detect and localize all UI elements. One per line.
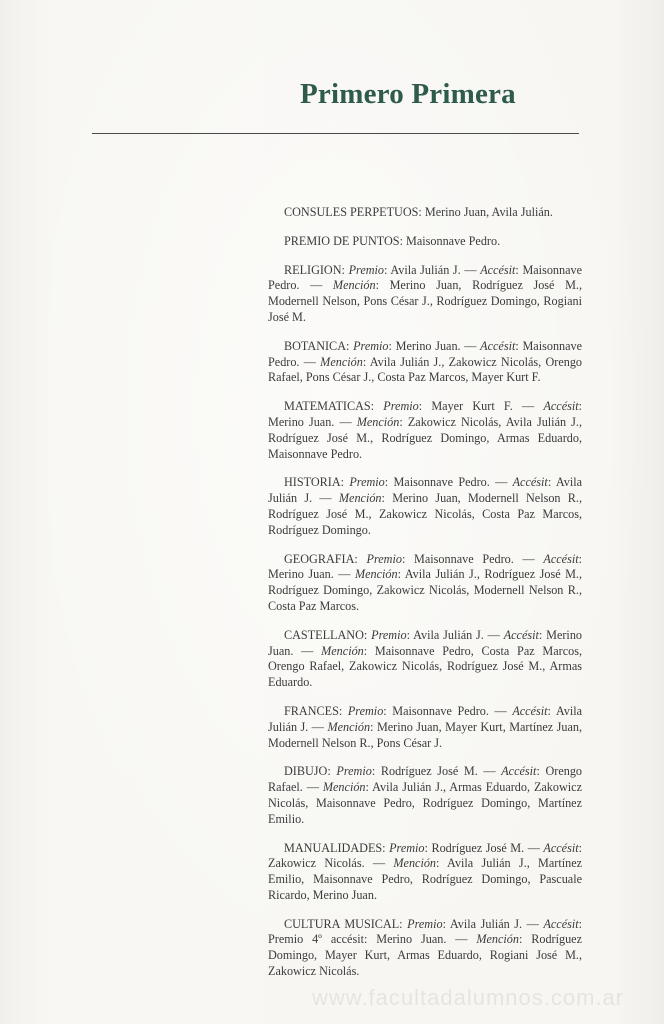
mencion-label: Mención [356, 414, 400, 429]
accesit-value: Avila Julián J. [268, 703, 583, 734]
premio-label: Premio [371, 627, 407, 642]
entry-subject: CONSULES PERPETUOS: [284, 205, 422, 219]
title-rule [92, 133, 579, 134]
entry-subject: CULTURA MUSICAL: [284, 916, 403, 931]
awards-list [268, 205, 582, 993]
accesit-label: Accésit [512, 475, 548, 490]
premio-value: Avila Julián J. [449, 916, 523, 931]
accesit-label: Accésit [543, 916, 579, 931]
premio-label: Premio [407, 916, 443, 931]
entry-subject: FRANCES: [284, 703, 343, 718]
page-title: Primero Primera [300, 78, 516, 110]
award-entry-dibujo: DIBUJO: Premio: Rodríguez José M. — Accésit: Orengo Rafael. — Mención: Avila Julián J., Armas Eduardo, Zakowicz Nicolás, Maisonnave Pedro, Rodríguez Domingo, Martínez Emilio. [268, 764, 583, 826]
accesit-label: Accésit [543, 840, 579, 855]
premio-label: Premio [348, 262, 385, 277]
award-entry-frances: FRANCES: Premio: Maisonnave Pedro. — Accésit: Avila Julián J. — Mención: Merino Juan, Mayer Kurt, Martínez Juan, Modernell Nelson R., Pons César J. [268, 703, 583, 750]
award-entry-castellano: CASTELLANO: Premio: Avila Julián J. — Accésit: Merino Juan. — Mención: Maisonnave Pedro, Costa Paz Marcos, Orengo Rafael, Zakowicz Nicolás, Rodríguez José M., Armas Eduardo. [268, 627, 583, 690]
mencion-label: Mención [332, 278, 376, 293]
premio-label: Premio [347, 703, 384, 718]
mencion-label: Mención [322, 780, 366, 795]
premio-label: Premio [383, 399, 419, 414]
mencion-label: Mención [327, 719, 371, 734]
premio-label: Premio [389, 840, 425, 855]
entry-subject: BOTANICA: [284, 338, 350, 353]
premio-label: Premio [349, 475, 385, 490]
award-entry-manualidades: MANUALIDADES: Premio: Rodríguez José M. — Accésit: Zakowicz Nicolás. — Mención: Avila Julián J., Martínez Emilio, Maisonnave Pedro, Rodríguez Domingo, Pascuale Ricardo, Merino Juan. [268, 840, 583, 902]
accesit-value: Merino Juan. [268, 567, 334, 582]
award-entry-botanica: BOTANICA: Premio: Merino Juan. — Accésit: Maisonnave Pedro. — Mención: Avila Julián J., Zakowicz Nicolás, Orengo Rafael, Pons César J., Costa Paz Marcos, Mayer Kurt F. [268, 338, 583, 385]
mencion-label: Mención [354, 567, 398, 582]
premio-value: Mayer Kurt F. [431, 399, 513, 414]
award-entry-geografia: GEOGRAFIA: Premio: Maisonnave Pedro. — Accésit: Merino Juan. — Mención: Avila Julián J., Rodríguez José M., Rodríguez Domingo, Zakowicz Nicolás, Modernell Nelson R., Costa Paz Marcos. [268, 551, 583, 613]
mencion-value: Maisonnave Pedro, Costa Paz Marcos, Orengo Rafael, Zakowicz Nicolás, Rodríguez José M., Armas Eduardo. [268, 643, 582, 690]
mencion-label: Mención [393, 856, 437, 871]
entry-subject: MANUALIDADES: [284, 840, 386, 855]
entry-text: Merino Juan, Avila Julián. [424, 205, 553, 219]
accesit-value: Orengo Rafael. [268, 764, 583, 795]
mencion-value: Merino Juan, Mayer Kurt, Martínez Juan, Modernell Nelson R., Pons César J. [268, 719, 583, 750]
mencion-value: Avila Julián J., Martínez Emilio, Maisonnave Pedro, Rodríguez Domingo, Pascuale Ricardo, Merino Juan. [268, 856, 583, 902]
mencion-value: Avila Julián J., Rodríguez José M., Rodríguez Domingo, Zakowicz Nicolás, Modernell Nelson R., Costa Paz Marcos. [268, 567, 583, 613]
award-entry-premio-puntos [268, 234, 582, 250]
accesit-value: Merino Juan. [268, 627, 583, 658]
mencion-value: Merino Juan, Rodríguez José M., Modernell Nelson, Pons César J., Rodríguez Domingo, Rogiani José M. [268, 278, 583, 324]
premio-value: Maisonnave Pedro. [393, 475, 490, 490]
award-entry-historia: HISTORIA: Premio: Maisonnave Pedro. — Accésit: Avila Julián J. — Mención: Merino Juan, Modernell Nelson R., Rodríguez José M., Zakowicz Nicolás, Costa Paz Marcos, Rodríguez Domingo. [268, 475, 583, 537]
accesit-label: Accésit [501, 764, 537, 779]
accesit-value: Maisonnave Pedro. [268, 338, 583, 369]
mencion-label: Mención [338, 491, 382, 506]
accesit-label: Accésit [543, 399, 579, 414]
premio-value: Merino Juan. [395, 338, 461, 353]
accesit-label: Accésit [480, 338, 516, 353]
watermark: www.facultadalumnos.com.ar [312, 985, 625, 1010]
award-entry-matematicas: MATEMATICAS: Premio: Mayer Kurt F. — Accésit: Merino Juan. — Mención: Zakowicz Nicolás, Avila Julián J., Rodríguez José M., Rodríguez Domingo, Armas Eduardo, Maisonnave Pedro. [268, 399, 583, 461]
mencion-value: Avila Julián J., Armas Eduardo, Zakowicz Nicolás, Maisonnave Pedro, Rodríguez Domingo, Martínez Emilio. [268, 780, 583, 826]
entry-text: Maisonnave Pedro. [406, 233, 501, 248]
award-entry-cultura-musical: CULTURA MUSICAL: Premio: Avila Julián J. — Accésit: Premio 4º accésit: Merino Juan. — Mención: Rodríguez Domingo, Mayer Kurt, Armas Eduardo, Rogiani José M., Zakowicz Nicolás. [268, 916, 583, 979]
entry-subject: HISTORIA: [284, 475, 345, 490]
accesit-label: Accésit [512, 703, 548, 718]
entry-subject: RELIGION: [284, 262, 345, 277]
entry-subject: DIBUJO: [284, 764, 331, 779]
mencion-label: Mención [321, 643, 364, 658]
entry-subject: CASTELLANO: [284, 627, 368, 642]
mencion-value: Zakowicz Nicolás, Avila Julián J., Rodríguez José M., Rodríguez Domingo, Armas Eduardo, Maisonnave Pedro. [268, 414, 582, 461]
premio-value: Avila Julián J. [413, 627, 484, 642]
award-entry-religion: RELIGION: Premio: Avila Julián J. — Accésit: Maisonnave Pedro. — Mención: Merino Juan, Rodríguez José M., Modernell Nelson, Pons César J., Rodríguez Domingo, Rogiani José M. [268, 262, 583, 324]
entry-subject: PREMIO DE PUNTOS: [284, 233, 403, 248]
accesit-label: Accésit [480, 262, 516, 277]
accesit-value: Premio 4º accésit: Merino Juan. [268, 932, 447, 947]
mencion-label: Mención [476, 932, 519, 947]
accesit-value: Maisonnave Pedro. [268, 262, 583, 293]
accesit-value: Merino Juan. [268, 414, 335, 429]
premio-value: Maisonnave Pedro. [392, 703, 489, 718]
accesit-value: Zakowicz Nicolás. [268, 856, 365, 871]
mencion-label: Mención [320, 354, 363, 369]
premio-value: Avila Julián J. [390, 262, 461, 277]
premio-label: Premio [366, 551, 402, 566]
accesit-label: Accésit [503, 627, 539, 642]
premio-value: Rodríguez José M. [380, 764, 478, 779]
accesit-value: Avila Julián J. [268, 475, 582, 506]
entry-subject: GEOGRAFIA: [284, 551, 358, 566]
mencion-value: Rodríguez Domingo, Mayer Kurt, Armas Eduardo, Rogiani José M., Zakowicz Nicolás. [268, 932, 582, 979]
premio-label: Premio [336, 764, 372, 779]
premio-value: Maisonnave Pedro. [414, 551, 514, 566]
accesit-label: Accésit [543, 551, 579, 566]
mencion-value: Merino Juan, Modernell Nelson R., Rodríguez José M., Zakowicz Nicolás, Costa Paz Marcos, Rodríguez Domingo. [268, 491, 583, 537]
premio-value: Rodríguez José M. [431, 840, 525, 855]
entry-subject: MATEMATICAS: [284, 399, 375, 414]
premio-label: Premio [353, 338, 389, 353]
award-entry-consules [268, 205, 582, 221]
mencion-value: Avila Julián J., Zakowicz Nicolás, Orengo Rafael, Pons César J., Costa Paz Marcos, Mayer Kurt F. [268, 354, 583, 385]
